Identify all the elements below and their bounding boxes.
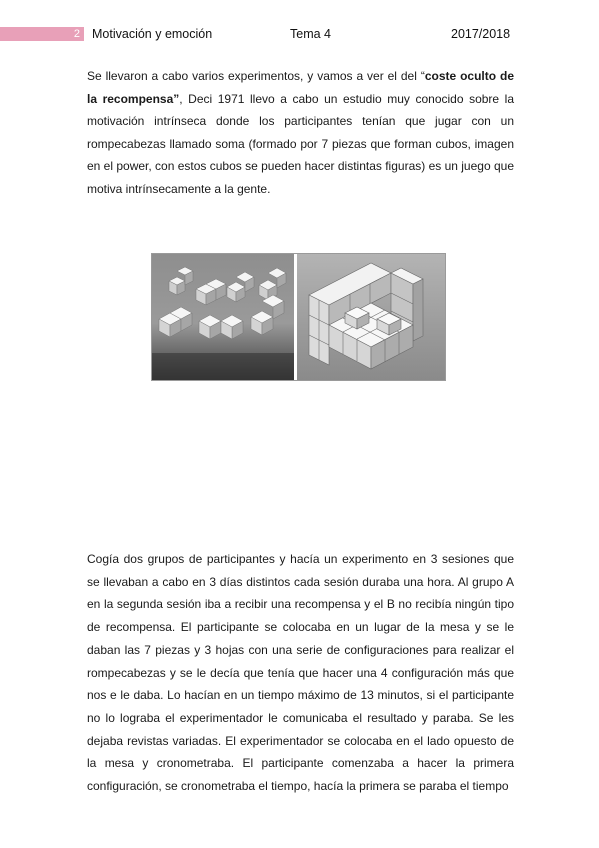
paragraph-1-bold-term: coste oculto de la recompensa” xyxy=(87,69,514,106)
header-year: 2017/2018 xyxy=(451,27,511,41)
page-number: 2 xyxy=(73,28,80,40)
page-number-tab xyxy=(0,27,84,41)
page-header xyxy=(0,24,599,44)
paragraph-experiment-procedure: Cogía dos grupos de participantes y hacía un experimento en 3 sesiones que se llevaban a cabo en 3 días distintos cada sesión duraba una hora. Al grupo A en la segunda sesión iba a recibir una recompensa y el B no recibía ningún tipo de recompensa. El participante se colocaba en un lugar de la mesa y se le daban las 7 piezas y 3 hojas con una serie de configuraciones para realizar el rompecabezas y se le decía que tenía que hacer una 4 configuración más que nos e le daba. Lo hacían en un tiempo máximo de 13 minutos, si el participante no lo lograba el experimentador le comunicaba el resultado y paraba. Se les dejaba revistas variadas. El experimentador se colocaba en el lado opuesto de la mesa y cronometraba. El participante comenzaba a hacer la primera configuración, se cronometraba el tiempo, hacía la primera se paraba el tiempo xyxy=(87,552,514,794)
soma-cubes-image xyxy=(151,253,446,381)
paragraph-1-rest: , Deci 1971 llevo a cabo un estudio muy conocido sobre la motivación intrínseca donde los participantes tenían que jugar con un rompecabezas llamado soma (formado por 7 piezas que forman cubos, imagen en el power, con estos cubos se pueden hacer distintas figuras) es un juego que motiva intrínsecamente a la gente. xyxy=(87,91,514,196)
paragraph-1-lead: Se llevaron a cabo varios experimentos, y vamos a ver el del “ xyxy=(87,69,425,83)
soma-cubes-figure xyxy=(151,253,446,381)
paragraph-soma-intro xyxy=(87,65,514,200)
header-subject: Motivación y emoción xyxy=(92,27,213,41)
header-topic: Tema 4 xyxy=(290,27,331,41)
